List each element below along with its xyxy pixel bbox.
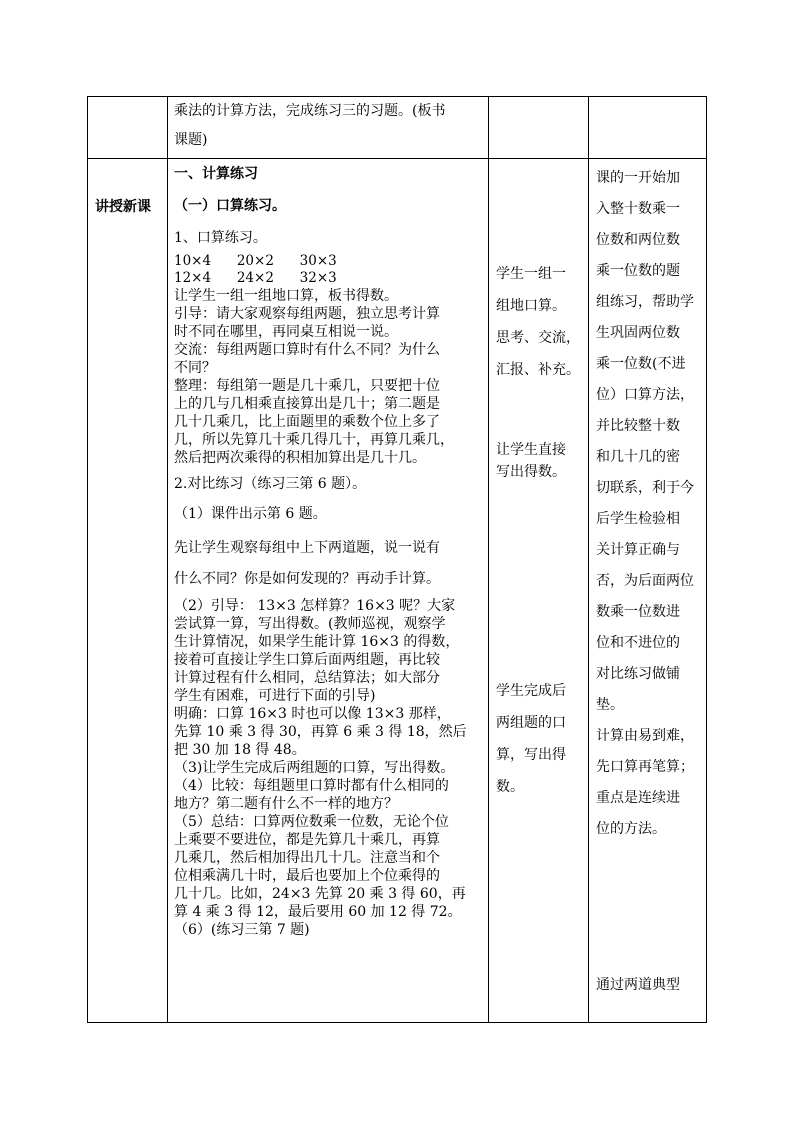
student-line: 组地口算。 [496, 298, 566, 314]
design-intent-last-line: 通过两道典型 [596, 977, 680, 993]
para-c-line: （2）引导： 13×3 怎样算？16×3 呢？大家 [174, 598, 456, 614]
para-c-line: 明确：口算 16×3 时也可以像 13×3 那样， [174, 706, 451, 722]
para-b-line: 先让学生观察每组中上下两道题，说一说有 [174, 540, 440, 556]
design-line: 乘一位数(不进 [596, 356, 686, 372]
table-col-divider-1 [167, 96, 168, 1023]
para-c-line: 生计算情况，如果学生能计算 16×3 的得数， [174, 634, 460, 650]
student-line: 让学生直接 [496, 442, 566, 458]
heading-oral-practice: （一）口算练习。 [174, 198, 286, 214]
table-top-border [87, 96, 707, 97]
student-line: 写出得数。 [496, 464, 566, 480]
design-line: 数乘一位数进 [596, 604, 680, 620]
para-c-line: 计算过程有什么相同，总结算法；如大部分 [174, 670, 440, 686]
para-c-line: 上乘要不要进位，都是先算几十乘几，再算 [174, 832, 440, 848]
paragraph-c [174, 597, 467, 939]
design-line: 课的一开始加 [596, 170, 680, 186]
table-left-border [87, 96, 88, 1023]
paragraph-b [174, 533, 467, 595]
student-line: 算，写出得 [496, 747, 566, 763]
top-line-1: 乘法的计算方法，完成练习三的习题。(板书 [174, 103, 446, 119]
design-line: 位和不进位的 [596, 635, 680, 651]
student-line: 学生完成后 [496, 683, 566, 699]
table-col-divider-3 [588, 96, 589, 1023]
design-line: 切联系，利于今 [596, 480, 694, 496]
design-line: 入整十数乘一 [596, 201, 680, 217]
design-line: 和几十几的密 [596, 449, 680, 465]
design-line: 乘一位数的题 [596, 263, 680, 279]
design-line: 位的方法。 [596, 821, 666, 837]
design-line: 后学生检验相 [596, 511, 680, 527]
top-line-2: 课题) [174, 132, 208, 148]
para-c-line: 地方？第二题有什么不一样的地方？ [174, 796, 398, 812]
design-line: 计算由易到难， [596, 728, 694, 744]
table-right-border [706, 96, 707, 1023]
table-bottom-border [87, 1022, 707, 1023]
design-line: 位）口算方法， [596, 387, 694, 403]
design-line: 先口算再笔算； [596, 759, 694, 775]
para-a-line: 不同？ [174, 360, 216, 376]
student-line: 汇报、补充。 [496, 362, 580, 378]
student-activity-1 [496, 258, 580, 386]
heading-calc-practice: 一、计算练习 [174, 166, 258, 182]
para-a-line: 几十几乘几，比上面题里的乘数个位上多了 [174, 414, 440, 430]
student-activity-2 [496, 439, 566, 483]
math-row-1: 10×4 20×2 30×3 [174, 253, 337, 269]
student-activity-3 [496, 675, 566, 803]
para-a-line: 几，所以先算几十乘几得几十，再算几乘几， [174, 432, 454, 448]
para-c-line: （4）比较：每组题里口算时都有什么相同的 [174, 778, 449, 794]
design-line: 组练习，帮助学 [596, 294, 694, 310]
student-line: 思考、交流， [496, 330, 580, 346]
para-c-line: （6）(练习三第 7 题) [174, 922, 310, 938]
para-c-line: 几乘几，然后相加得出几十几。注意当和个 [174, 850, 440, 866]
section-label: 讲授新课 [95, 199, 151, 215]
item2-title: 2.对比练习（练习三第 6 题）。 [174, 476, 367, 492]
para-c-line: 几十几。比如，24×3 先算 20 乘 3 得 60，再 [174, 886, 466, 902]
teaching-content [174, 163, 467, 939]
item1-title: 1、口算练习。 [174, 230, 267, 246]
para-a-line: 交流：每组两题口算时有什么不同？为什么 [174, 342, 440, 358]
math-row-2: 12×4 24×2 32×3 [174, 270, 337, 286]
design-line: 并比较整十数 [596, 418, 680, 434]
sub1-title: （1）课件出示第 6 题。 [174, 506, 327, 522]
para-c-line: 先算 10 乘 3 得 30，再算 6 乘 3 得 18，然后 [174, 724, 467, 740]
para-a-line: 整理：每组第一题是几十乘几，只要把十位 [174, 378, 440, 394]
design-intent [596, 163, 694, 845]
design-line: 垫。 [596, 697, 624, 713]
para-a-line: 引导：请大家观察每组两题，独立思考计算 [174, 306, 440, 322]
table-col-divider-2 [488, 96, 489, 1023]
para-c-line: 学生有困难，可进行下面的引导) [174, 688, 376, 704]
student-line: 数。 [496, 779, 524, 795]
para-a-line: 让学生一组一组地口算，板书得数。 [174, 288, 398, 304]
para-a-line: 上的几与几相乘直接算出是几十；第二题是 [174, 396, 440, 412]
design-line: 生巩固两位数 [596, 325, 680, 341]
design-line: 重点是连续进 [596, 790, 680, 806]
para-a-line: 时不同在哪里，再同桌互相说一说。 [174, 324, 398, 340]
para-c-line: 把 30 加 18 得 48。 [174, 742, 306, 758]
design-line: 对比练习做铺 [596, 666, 680, 682]
para-c-line: 接着可直接让学生口算后面两组题，再比较 [174, 652, 440, 668]
design-line: 关计算正确与 [596, 542, 680, 558]
para-c-line: 尝试算一算，写出得数。(教师巡视，观察学 [174, 616, 446, 632]
para-c-line: （3)让学生完成后两组题的口算，写出得数。 [174, 760, 455, 776]
table-row-divider [87, 158, 707, 159]
para-c-line: （5）总结：口算两位数乘一位数，无论个位 [174, 814, 449, 830]
para-c-line: 算 4 乘 3 得 12，最后要用 60 加 12 得 72。 [174, 904, 462, 920]
para-a-line: 然后把两次乘得的积相加算出是几十几。 [174, 450, 426, 466]
paragraph-a [174, 287, 467, 467]
top-row-content [174, 100, 445, 151]
student-line: 两组题的口 [496, 715, 566, 731]
student-line: 学生一组一 [496, 266, 566, 282]
para-b-line: 什么不同？你是如何发现的？再动手计算。 [174, 571, 440, 587]
para-c-line: 位相乘满几十时，最后也要加上个位乘得的 [174, 868, 440, 884]
design-line: 否，为后面两位 [596, 573, 694, 589]
design-line: 位数和两位数 [596, 232, 680, 248]
